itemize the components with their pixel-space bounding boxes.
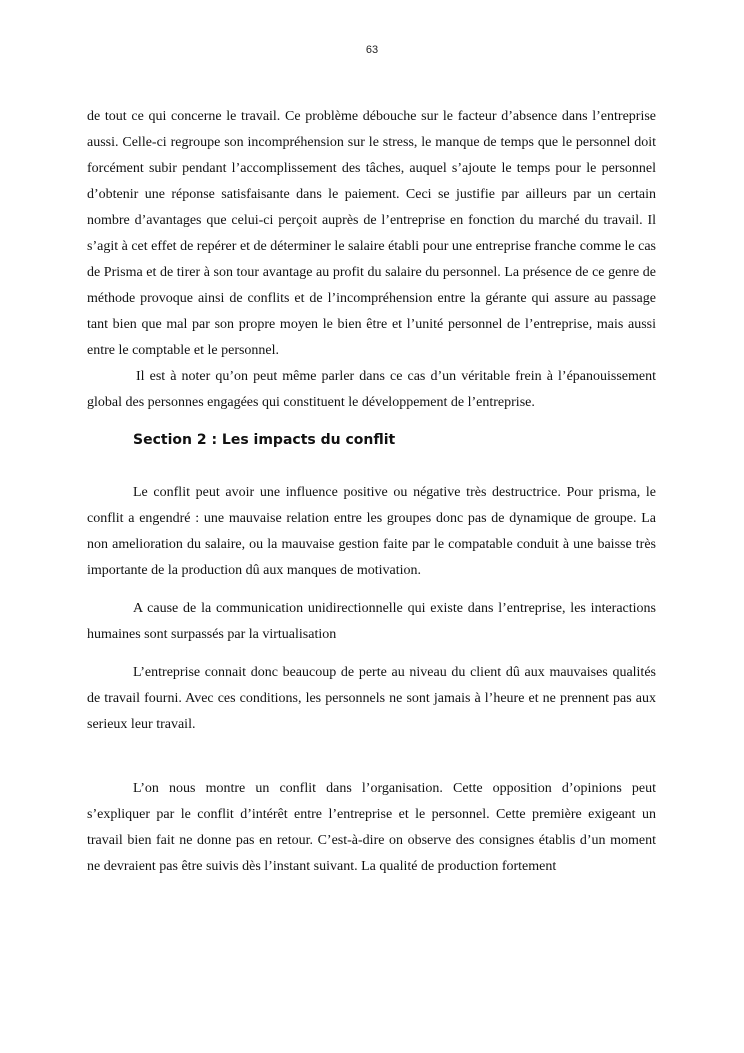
page-number: 63 [365,44,379,56]
paragraph-3: Le conflit peut avoir une influence positive ou négative très destructrice. Pour prisma, le conflit a engendré : une mauvaise relation entre les groupes donc pas de dynamique de groupe. La non amelioration du salaire, ou la mauvaise gestion faite par le compatable conduit à une baisse très importante de la production dû aux manques de motivation. [87,485,656,578]
paragraph-4: A cause de la communication unidirectionnelle qui existe dans l’entreprise, les interactions humaines sont surpassés par la virtualisation [87,601,656,642]
document-body [87,104,656,880]
paragraph-2: Il est à noter qu’on peut même parler dans ce cas d’un véritable frein à l’épanouissement global des personnes engagées qui constituent le développement de l’entreprise. [87,369,656,410]
paragraph-6: L’on nous montre un conflit dans l’organisation. Cette opposition d’opinions peut s’expliquer par le conflit d’intérêt entre l’entreprise et le personnel. Cette première exigeant un travail bien fait ne donne pas en retour. C’est-à-dire on observe des consignes établis d’un moment ne devraient pas être suivis dès l’instant suivant. La qualité de production fortement [87,781,656,874]
paragraph-1: de tout ce qui concerne le travail. Ce problème débouche sur le facteur d’absence dans l’entreprise aussi. Celle-ci regroupe son incompréhension sur le stress, le manque de temps que le personnel doit forcément subir pendant l’accomplissement des tâches, auquel s’ajoute le temps pour le personnel d’obtenir une réponse satisfaisante dans le paiement. Ceci se justifie par ailleurs par un certain nombre d’avantages que celui-ci perçoit auprès de l’entreprise en fonction du marché du travail. Il s’agit à cet effet de repérer et de déterminer le salaire établi pour une entreprise franche comme le cas de Prisma et de tirer à son tour avantage au profit du salaire du personnel. La présence de ce genre de méthode provoque ainsi de conflits et de l’incompréhension entre la gérante qui assure au passage tant bien que mal par son propre moyen le bien être et l’unité personnel de l’entreprise, mais aussi entre le comptable et le personnel. [87,109,656,358]
paragraph-5: L’entreprise connait donc beaucoup de perte au niveau du client dû aux mauvaises qualités de travail fourni. Avec ces conditions, les personnels ne sont jamais à l’heure et ne prennent pas aux serieux leur travail. [87,665,656,732]
section-title: Section 2 : Les impacts du conflit [133,432,396,448]
